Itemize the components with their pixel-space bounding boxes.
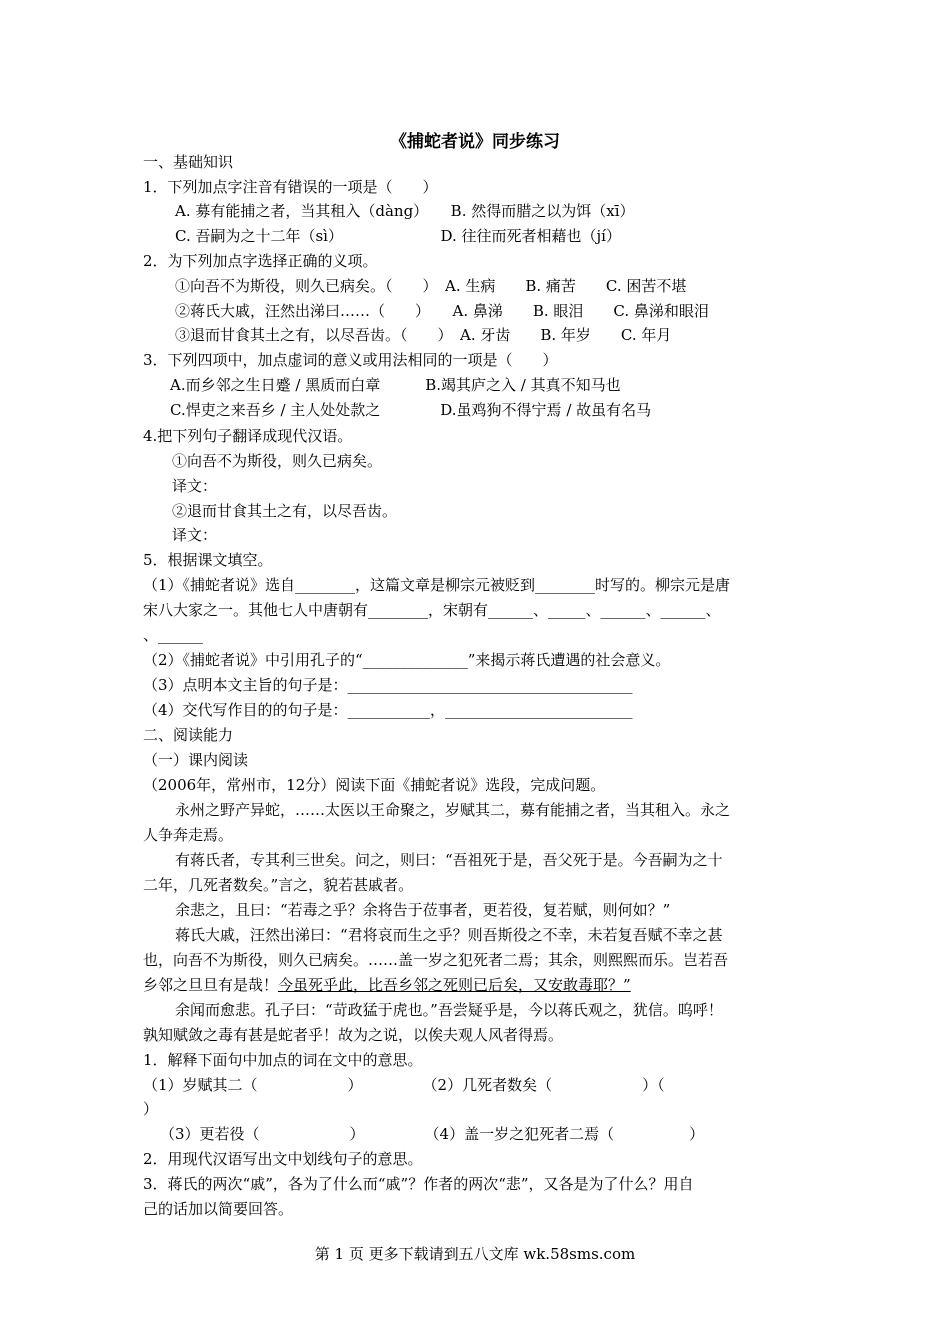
subsection-heading: （一）课内阅读 (143, 751, 249, 769)
option-line: ①向吾不为斯役，则久已病矣。（ ） A. 生病 B. 痛苦 C. 困苦不堪 (175, 277, 687, 295)
sub-question-line: ） (143, 1100, 159, 1118)
sub-question-line: （3）更若役（ ） （4）盖一岁之犯死者二焉（ ） (160, 1125, 705, 1143)
fill-line: 宋八大家之一。其他七人中唐朝有________，宋朝有______、_____、______、______、 (143, 601, 721, 619)
sentence-line: ②退而甘食其土之有，以尽吾齿。 (172, 502, 398, 520)
translation-label: 译文： (172, 526, 218, 544)
page-title: 《捕蛇者说》同步练习 (390, 132, 560, 152)
passage-line: 余闻而愈悲。孔子曰：“苛政猛于虎也。”吾尝疑乎是，今以蒋氏观之，犹信。呜呼！ (175, 1001, 723, 1019)
page-footer: 第 1 页 更多下载请到五八文库 wk.58sms.com (314, 1245, 636, 1263)
passage-line: 永州之野产异蛇，……太医以王命聚之，岁赋其二，募有能捕之者，当其租入。永之 (175, 801, 731, 819)
translation-label: 译文： (172, 477, 218, 495)
passage-line: 余悲之，且曰：“若毒之乎？余将告于莅事者，更若役，复若赋，则何如？” (175, 901, 671, 919)
question-5: 5．根据课文填空。 (143, 551, 273, 569)
reading-question-3: 3．蒋氏的两次“戚”，各为了什么而“戚”？作者的两次“悲”，又各是为了什么？用自 (143, 1175, 694, 1193)
passage-line: 有蒋氏者，专其利三世矣。问之，则曰：“吾祖死于是，吾父死于是。今吾嗣为之十 (175, 851, 723, 869)
passage-line (143, 975, 631, 995)
option-line: ②蒋氏大戚，汪然出涕曰……（ ） A. 鼻涕 B. 眼泪 C. 鼻涕和眼泪 (175, 302, 709, 320)
passage-text: 乡邻之旦旦有是哉！ (143, 976, 279, 994)
fill-line: （4）交代写作目的的句子是：___________，_________________________ (143, 701, 633, 719)
option-line: C.悍吏之来吾乡 / 主人处处款之 D.虽鸡狗不得宁焉 / 故虽有名马 (170, 401, 652, 419)
reading-question-1: 1．解释下面句中加点的词在文中的意思。 (143, 1051, 423, 1069)
section-heading: 一、基础知识 (143, 153, 234, 171)
option-line: A.而乡邻之生日蹙 / 黑质而白章 B.竭其庐之入 / 其真不知马也 (170, 376, 621, 394)
passage-line: 蒋氏大戚，汪然出涕曰：“君将哀而生之乎？则吾斯役之不幸，未若复吾赋不幸之甚 (175, 926, 723, 944)
sentence-line: ①向吾不为斯役，则久已病矣。 (172, 452, 383, 470)
question-4: 4.把下列句子翻译成现代汉语。 (143, 427, 353, 445)
option-line: A. 募有能捕之者，当其租入（dàng） B. 然得而腊之以为饵（xī） (175, 202, 635, 220)
fill-line: （3）点明本文主旨的句子是：______________________________________ (143, 676, 633, 694)
underlined-sentence: 今虽死乎此，比吾乡邻之死则已后矣，又安敢毒耶？” (278, 976, 631, 994)
fill-line: 、______ (143, 626, 204, 644)
section-heading: 二、阅读能力 (143, 726, 234, 744)
question-1: 1．下列加点字注音有错误的一项是（ ） (143, 178, 438, 196)
reading-question-2: 2．用现代汉语写出文中划线句子的意思。 (143, 1150, 423, 1168)
passage-line: 二年，几死者数矣。”言之，貌若甚戚者。 (143, 876, 414, 894)
passage-line: 人争奔走焉。 (143, 826, 234, 844)
sub-question-line: （1）岁赋其二（ ） （2）几死者数矣（ ）（ (143, 1076, 665, 1094)
passage-line: 孰知赋敛之毒有甚是蛇者乎！故为之说，以俟夫观人风者得焉。 (143, 1026, 564, 1044)
fill-line: （2）《捕蛇者说》中引用孔子的“______________”来揭示蒋氏遭遇的社会意义。 (143, 651, 671, 669)
option-line: ③退而甘食其土之有，以尽吾齿。（ ） A. 牙齿 B. 年岁 C. 年月 (175, 326, 672, 344)
reading-question-3-cont: 己的话加以简要回答。 (143, 1200, 294, 1218)
fill-line: （1）《捕蛇者说》选自________，这篇文章是柳宗元被贬到________时写的。柳宗元是唐 (143, 576, 731, 594)
question-3: 3．下列四项中，加点虚词的意义或用法相同的一项是（ ） (143, 351, 558, 369)
passage-line: 也，向吾不为斯役，则久已病矣。……盖一岁之犯死者二焉；其余，则熙熙而乐。岂若吾 (143, 951, 729, 969)
reading-intro: （2006年，常州市，12分）阅读下面《捕蛇者说》选段，完成问题。 (143, 776, 606, 794)
question-2: 2．为下列加点字选择正确的义项。 (143, 252, 378, 270)
option-line: C. 吾嗣为之十二年（sì） D. 往往而死者相藉也（jí） (175, 227, 621, 245)
